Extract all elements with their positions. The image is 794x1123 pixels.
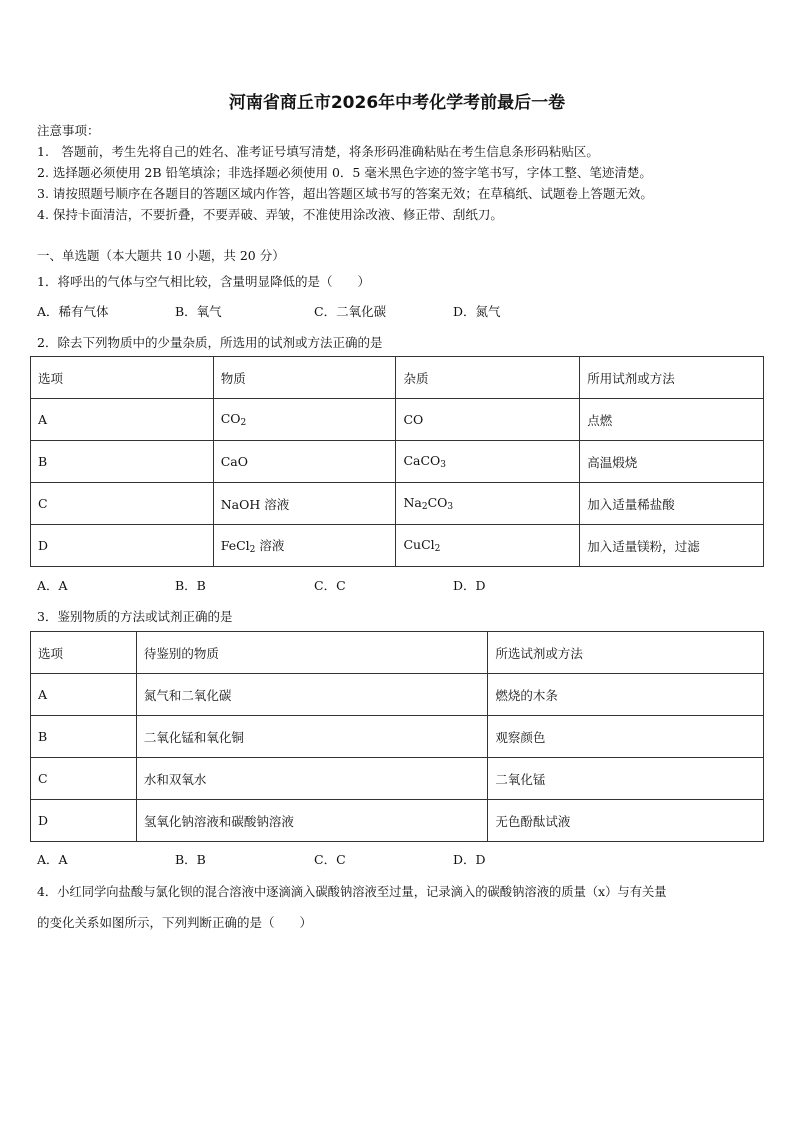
method-cell: 燃烧的木条: [488, 674, 764, 716]
option-c: C．二氧化碳: [314, 304, 387, 319]
section-heading: 一、单选题（本大题共 10 小题，共 20 分）: [37, 248, 285, 263]
question-3-table: [30, 631, 764, 842]
option-cell: A: [31, 674, 137, 716]
page-title: 河南省商丘市2026年中考化学考前最后一卷: [228, 93, 566, 113]
substances-cell: 水和双氧水: [136, 758, 488, 800]
substances-cell: 氮气和二氧化碳: [136, 674, 488, 716]
impurity-cell: CO: [396, 399, 580, 441]
notice-item-2: 2. 选择题必须使用 2B 铅笔填涂；非选择题必须使用 0．5 毫米黑色字迹的签字笔书写，字体工整、笔迹清楚。: [37, 165, 652, 180]
option-cell: D: [31, 800, 137, 842]
question-2-table: [30, 356, 764, 567]
option-cell: B: [31, 441, 214, 483]
substances-cell: 二氧化锰和氧化铜: [136, 716, 488, 758]
option-c: C．C: [314, 852, 346, 867]
option-cell: D: [31, 525, 214, 567]
question-3-stem: 3．鉴别物质的方法或试剂正确的是: [37, 609, 233, 624]
option-d: D．氮气: [453, 304, 501, 319]
option-cell: B: [31, 716, 137, 758]
impurity-cell: $Na_2CO_3$: [396, 483, 580, 525]
option-cell: C: [31, 483, 214, 525]
question-1-stem: 1．将呼出的气体与空气相比较，含量明显降低的是（ ）: [37, 274, 370, 289]
header-cell: 选项: [31, 357, 214, 399]
method-cell: 高温煅烧: [580, 441, 764, 483]
impurity-cell: CuCl$_2$: [396, 525, 580, 567]
header-cell: 所选试剂或方法: [488, 632, 764, 674]
notice-item-1: 1. 答题前，考生先将自己的姓名、准考证号填写清楚，将条形码准确粘贴在考生信息条形码粘贴区。: [37, 144, 599, 159]
header-cell: 所用试剂或方法: [580, 357, 764, 399]
option-d: D．D: [453, 852, 486, 867]
substance-cell: FeCl$_2$ 溶液: [213, 525, 396, 567]
substances-cell: 氢氧化钠溶液和碳酸钠溶液: [136, 800, 488, 842]
option-b: B．B: [175, 578, 206, 593]
question-2-stem: 2．除去下列物质中的少量杂质，所选用的试剂或方法正确的是: [37, 335, 383, 350]
question-4-line-2: 的变化关系如图所示，下列判断正确的是（ ）: [37, 915, 313, 930]
option-c: C．C: [314, 578, 346, 593]
option-cell: A: [31, 399, 214, 441]
method-cell: 观察颜色: [488, 716, 764, 758]
table-row: [31, 716, 764, 758]
option-cell: C: [31, 758, 137, 800]
table-row: [31, 674, 764, 716]
method-cell: 点燃: [580, 399, 764, 441]
option-b: B．氧气: [175, 304, 222, 319]
notice-item-3: 3. 请按照题号顺序在各题目的答题区域内作答，超出答题区域书写的答案无效；在草稿纸、试题卷上答题无效。: [37, 186, 653, 201]
table-header-row: [31, 632, 764, 674]
header-cell: 选项: [31, 632, 137, 674]
table-row: [31, 758, 764, 800]
option-d: D．D: [453, 578, 486, 593]
header-cell: 杂质: [396, 357, 580, 399]
impurity-cell: CaCO$_3$: [396, 441, 580, 483]
option-a: A．稀有气体: [37, 304, 109, 319]
table-row: [31, 800, 764, 842]
header-cell: 待鉴别的物质: [136, 632, 488, 674]
substance-cell: CaO: [213, 441, 396, 483]
table-row: [31, 441, 764, 483]
table-row: [31, 525, 764, 567]
notice-item-4: 4. 保持卡面清洁，不要折叠，不要弄破、弄皱，不准使用涂改液、修正带、刮纸刀。: [37, 207, 503, 222]
substance-cell: $CO_2$: [213, 399, 396, 441]
option-a: A．A: [37, 852, 68, 867]
substance-cell: NaOH 溶液: [213, 483, 396, 525]
option-b: B．B: [175, 852, 206, 867]
question-4-line-1: 4．小红同学向盐酸与氯化钡的混合溶液中逐滴滴入碳酸钠溶液至过量，记录滴入的碳酸钠溶液的质量（x）与有关量: [37, 885, 667, 899]
method-cell: 无色酚酞试液: [488, 800, 764, 842]
notice-heading: 注意事项：: [37, 123, 100, 138]
table-header-row: [31, 357, 764, 399]
method-cell: 二氧化锰: [488, 758, 764, 800]
table-row: [31, 483, 764, 525]
method-cell: 加入适量镁粉，过滤: [580, 525, 764, 567]
option-a: A．A: [37, 578, 68, 593]
method-cell: 加入适量稀盐酸: [580, 483, 764, 525]
header-cell: 物质: [213, 357, 396, 399]
table-row: [31, 399, 764, 441]
